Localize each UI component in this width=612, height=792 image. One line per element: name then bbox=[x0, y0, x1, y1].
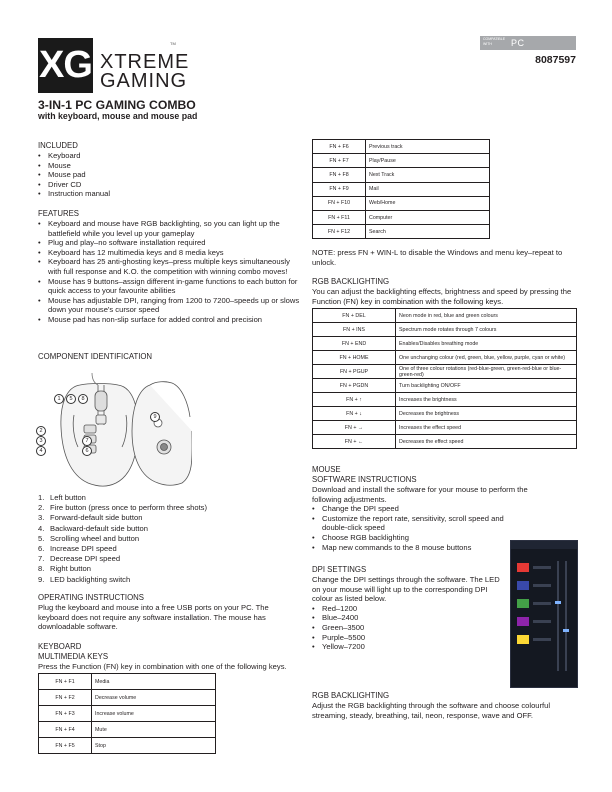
key-description: Decreases the brightness bbox=[396, 407, 577, 421]
component-item bbox=[38, 493, 300, 503]
key-table-row bbox=[39, 722, 216, 738]
software-feature-item: • Map new commands to the 8 mouse buttons bbox=[312, 543, 512, 553]
brand-logo-mark: XG bbox=[38, 38, 93, 93]
component-label: Increase DPI speed bbox=[50, 544, 117, 554]
key-description: Next Track bbox=[366, 168, 490, 182]
feature-item: • Mouse pad has non-slip surface for added control and precision bbox=[38, 315, 300, 325]
component-item bbox=[38, 544, 300, 554]
component-item bbox=[38, 513, 300, 523]
dpi-heading: DPI SETTINGS bbox=[312, 565, 367, 574]
rgb-heading: RGB BACKLIGHTING bbox=[312, 277, 390, 286]
page-subtitle: with keyboard, mouse and mouse pad bbox=[38, 111, 198, 121]
key-description: Decrease volume bbox=[92, 690, 216, 706]
features-list bbox=[38, 219, 300, 325]
component-item bbox=[38, 534, 300, 544]
brand-logo-word-2: GAMING bbox=[100, 70, 188, 92]
platform-badge-label: PC bbox=[511, 38, 525, 48]
key-table-row bbox=[39, 674, 216, 690]
component-callout: 4 bbox=[36, 446, 46, 456]
mouse-top-view bbox=[61, 373, 138, 486]
component-number: 5. bbox=[38, 533, 45, 543]
platform-badge-caption: COMPATIBLE WITH bbox=[483, 37, 506, 46]
key-table-row bbox=[313, 421, 577, 435]
component-number: 4. bbox=[38, 523, 45, 533]
included-section bbox=[38, 141, 300, 199]
key-table-row bbox=[313, 365, 577, 379]
key-combo: FN + F9 bbox=[313, 182, 366, 196]
key-table-row bbox=[39, 690, 216, 706]
dpi-item: • Blue–2400 bbox=[312, 613, 507, 623]
key-description: Play/Pause bbox=[366, 154, 490, 168]
mouse-rgb-section bbox=[312, 691, 576, 720]
component-item bbox=[38, 564, 300, 574]
multimedia-keys-intro: Press the Function (FN) key in combination with one of the following keys. bbox=[38, 662, 287, 671]
included-item: • Instruction manual bbox=[38, 189, 300, 199]
dpi-item: • Purple–5500 bbox=[312, 633, 507, 643]
component-callout: 2 bbox=[36, 426, 46, 436]
key-combo: FN + PGDN bbox=[313, 379, 396, 393]
key-table-row bbox=[313, 351, 577, 365]
key-combo: FN + F4 bbox=[39, 722, 92, 738]
key-combo: FN + F1 bbox=[39, 674, 92, 690]
dpi-color-swatch bbox=[517, 563, 529, 572]
mouse-bottom-view bbox=[132, 382, 192, 486]
multimedia-keys-table-a bbox=[38, 673, 216, 754]
key-table-row bbox=[313, 210, 490, 224]
key-combo: FN + ↑ bbox=[313, 393, 396, 407]
key-combo: FN + END bbox=[313, 337, 396, 351]
component-label: Decrease DPI speed bbox=[50, 554, 121, 564]
rgb-section bbox=[312, 277, 576, 306]
keyboard-heading: KEYBOARD bbox=[38, 642, 82, 651]
software-feature-item: • Customize the report rate, sensitivity, scroll speed and double-click speed bbox=[312, 514, 512, 533]
features-heading: FEATURES bbox=[38, 209, 80, 218]
key-combo: FN + HOME bbox=[313, 351, 396, 365]
component-label: Backward-default side button bbox=[50, 523, 148, 533]
key-table-row bbox=[313, 168, 490, 182]
software-feature-item: • Choose RGB backlighting bbox=[312, 533, 512, 543]
key-table-row bbox=[313, 309, 577, 323]
key-description: Increases the brightness bbox=[396, 393, 577, 407]
dpi-color-swatch bbox=[517, 581, 529, 590]
key-table-row bbox=[313, 435, 577, 449]
feature-item: • Mouse has 9 buttons–assign different in-game functions to each button for quick access to your favourite abilities bbox=[38, 277, 300, 296]
key-description: Turn backlighting ON/OFF bbox=[396, 379, 577, 393]
software-screenshot bbox=[510, 540, 578, 688]
features-section bbox=[38, 209, 300, 325]
key-table-row bbox=[313, 407, 577, 421]
scroll-wheel-shape bbox=[95, 391, 107, 411]
feature-item: • Plug and play–no software installation required bbox=[38, 238, 300, 248]
mouse-diagram bbox=[32, 365, 192, 490]
dpi-item: • Red–1200 bbox=[312, 604, 507, 614]
key-description: Enables/Disables breathing mode bbox=[396, 337, 577, 351]
key-description: Search bbox=[366, 225, 490, 239]
product-sku: 8087597 bbox=[535, 54, 576, 66]
component-item bbox=[38, 503, 300, 513]
operating-section bbox=[38, 593, 300, 632]
multimedia-keys-heading: MULTIMEDIA KEYS bbox=[38, 652, 109, 661]
key-description: Spectrum mode rotates through 7 colours bbox=[396, 323, 577, 337]
component-label: Scrolling wheel and button bbox=[50, 533, 140, 543]
key-description: Increase volume bbox=[92, 706, 216, 722]
key-table-row bbox=[313, 379, 577, 393]
mouse-rgb-text: Adjust the RGB backlighting through the software and choose colourful streaming, steady, breathing, tail, neon, response, wave and OFF. bbox=[312, 701, 551, 720]
software-intro: Download and install the software for your mouse to perform the following adjustments. bbox=[312, 485, 528, 504]
mouse-rgb-heading: RGB BACKLIGHTING bbox=[312, 691, 390, 700]
component-number: 1. bbox=[38, 493, 45, 502]
rgb-intro: You can adjust the backlighting effects, brightness and speed by pressing the Function (FN) key in combination with the following keys. bbox=[312, 287, 572, 306]
feature-item: • Keyboard and mouse have RGB backlighting, so you can light up the battlefield while you level up your gameplay bbox=[38, 219, 300, 238]
component-callout: 3 bbox=[36, 436, 46, 446]
key-table-row bbox=[313, 393, 577, 407]
dpi-color-swatch bbox=[517, 635, 529, 644]
component-label: LED backlighting switch bbox=[50, 574, 131, 584]
brand-logo-word-1: XTREME bbox=[100, 51, 190, 73]
feature-item: • Keyboard has 12 multimedia keys and 8 media keys bbox=[38, 248, 300, 258]
component-callout: 6 bbox=[82, 446, 92, 456]
software-feature-item: • Change the DPI speed bbox=[312, 504, 512, 514]
key-description: Web/Home bbox=[366, 196, 490, 210]
dpi-color-swatch bbox=[517, 599, 529, 608]
component-label: Forward-default side button bbox=[50, 513, 143, 523]
component-number: 7. bbox=[38, 554, 45, 564]
component-number: 8. bbox=[38, 564, 45, 574]
component-callout: 7 bbox=[82, 436, 92, 446]
dpi-color-swatch bbox=[517, 617, 529, 626]
key-description: Previous track bbox=[366, 140, 490, 154]
keyboard-section bbox=[38, 642, 338, 672]
key-description: Stop bbox=[92, 738, 216, 754]
components-list bbox=[38, 493, 300, 585]
key-combo: FN + F2 bbox=[39, 690, 92, 706]
platform-badge bbox=[480, 36, 576, 50]
included-heading: INCLUDED bbox=[38, 141, 78, 150]
dpi-item: • Green–3500 bbox=[312, 623, 507, 633]
component-number: 3. bbox=[38, 513, 45, 523]
key-combo: FN + INS bbox=[313, 323, 396, 337]
included-item: • Driver CD bbox=[38, 180, 300, 190]
component-label: Right button bbox=[50, 564, 91, 574]
key-table-row bbox=[313, 323, 577, 337]
dpi-list bbox=[312, 604, 507, 652]
included-item: • Mouse bbox=[38, 161, 300, 171]
key-combo: FN + F6 bbox=[313, 140, 366, 154]
key-description: One of three colour rotations (red-blue-green, green-red-blue or blue-green-red) bbox=[396, 365, 577, 379]
key-table-row bbox=[39, 738, 216, 754]
key-table-row bbox=[313, 154, 490, 168]
component-callout: 8 bbox=[78, 394, 88, 404]
key-combo: FN + PGUP bbox=[313, 365, 396, 379]
feature-item: • Mouse has adjustable DPI, ranging from 1200 to 7200–speeds up or slows down your mouse's cursor speed bbox=[38, 296, 300, 315]
components-list-section bbox=[38, 493, 300, 585]
key-combo: FN + F5 bbox=[39, 738, 92, 754]
component-callout: 1 bbox=[54, 394, 64, 404]
trademark-mark: TM bbox=[170, 41, 176, 46]
component-item bbox=[38, 524, 300, 534]
key-combo: FN + ← bbox=[313, 435, 396, 449]
component-number: 9. bbox=[38, 574, 45, 584]
key-description: One unchanging colour (red, green, blue, yellow, purple, cyan or white) bbox=[396, 351, 577, 365]
key-description: Neon mode in red, blue and green colours bbox=[396, 309, 577, 323]
windows-key-note: NOTE: press FN + WIN-L to disable the Windows and menu key–repeat to unlock. bbox=[312, 248, 563, 267]
key-table-row bbox=[313, 140, 490, 154]
included-item: • Mouse pad bbox=[38, 170, 300, 180]
dpi-intro: Change the DPI settings through the software. The LED on your mouse will light up to the corresponding DPI colour as listed below. bbox=[312, 575, 500, 604]
component-number: 6. bbox=[38, 544, 45, 554]
key-table-row bbox=[313, 196, 490, 210]
included-list bbox=[38, 151, 300, 199]
key-combo: FN + F12 bbox=[313, 225, 366, 239]
operating-heading: OPERATING INSTRUCTIONS bbox=[38, 593, 144, 602]
rgb-keys-table bbox=[312, 308, 577, 449]
component-item bbox=[38, 554, 300, 564]
dpi-item: • Yellow–7200 bbox=[312, 642, 507, 652]
key-description: Media bbox=[92, 674, 216, 690]
key-combo: FN + → bbox=[313, 421, 396, 435]
key-combo: FN + DEL bbox=[313, 309, 396, 323]
components-heading: COMPONENT IDENTIFICATION bbox=[38, 352, 153, 361]
key-table-row bbox=[313, 182, 490, 196]
key-description: Computer bbox=[366, 210, 490, 224]
component-label: Left button bbox=[50, 493, 86, 502]
key-table-row bbox=[39, 706, 216, 722]
component-item bbox=[38, 575, 300, 585]
key-description: Mail bbox=[366, 182, 490, 196]
page-title: 3-IN-1 PC GAMING COMBO bbox=[38, 98, 196, 112]
dpi-section bbox=[312, 565, 507, 652]
key-combo: FN + F7 bbox=[313, 154, 366, 168]
component-number: 2. bbox=[38, 503, 45, 513]
component-label: Fire button (press once to perform three shots) bbox=[50, 503, 208, 513]
operating-text: Plug the keyboard and mouse into a free USB ports on your PC. The keyboard does not require any software installation. The mouse has downloadable software. bbox=[38, 603, 269, 632]
key-combo: FN + F8 bbox=[313, 168, 366, 182]
key-combo: FN + ↓ bbox=[313, 407, 396, 421]
key-combo: FN + F3 bbox=[39, 706, 92, 722]
key-description: Decreases the effect speed bbox=[396, 435, 577, 449]
key-combo: FN + F11 bbox=[313, 210, 366, 224]
key-combo: FN + F10 bbox=[313, 196, 366, 210]
key-description: Increases the effect speed bbox=[396, 421, 577, 435]
multimedia-keys-table-b bbox=[312, 139, 490, 239]
key-description: Mute bbox=[92, 722, 216, 738]
software-features-list bbox=[312, 504, 512, 552]
mouse-heading: MOUSE bbox=[312, 465, 341, 474]
component-callout: 9 bbox=[150, 412, 160, 422]
component-callout: 5 bbox=[66, 394, 76, 404]
feature-item: • Keyboard has 25 anti-ghosting keys–press multiple keys simultaneously with full response and K.O. the competition with winning combo moves! bbox=[38, 257, 300, 276]
key-table-row bbox=[313, 337, 577, 351]
included-item: • Keyboard bbox=[38, 151, 300, 161]
software-instructions-heading: SOFTWARE INSTRUCTIONS bbox=[312, 475, 417, 484]
key-table-row bbox=[313, 225, 490, 239]
